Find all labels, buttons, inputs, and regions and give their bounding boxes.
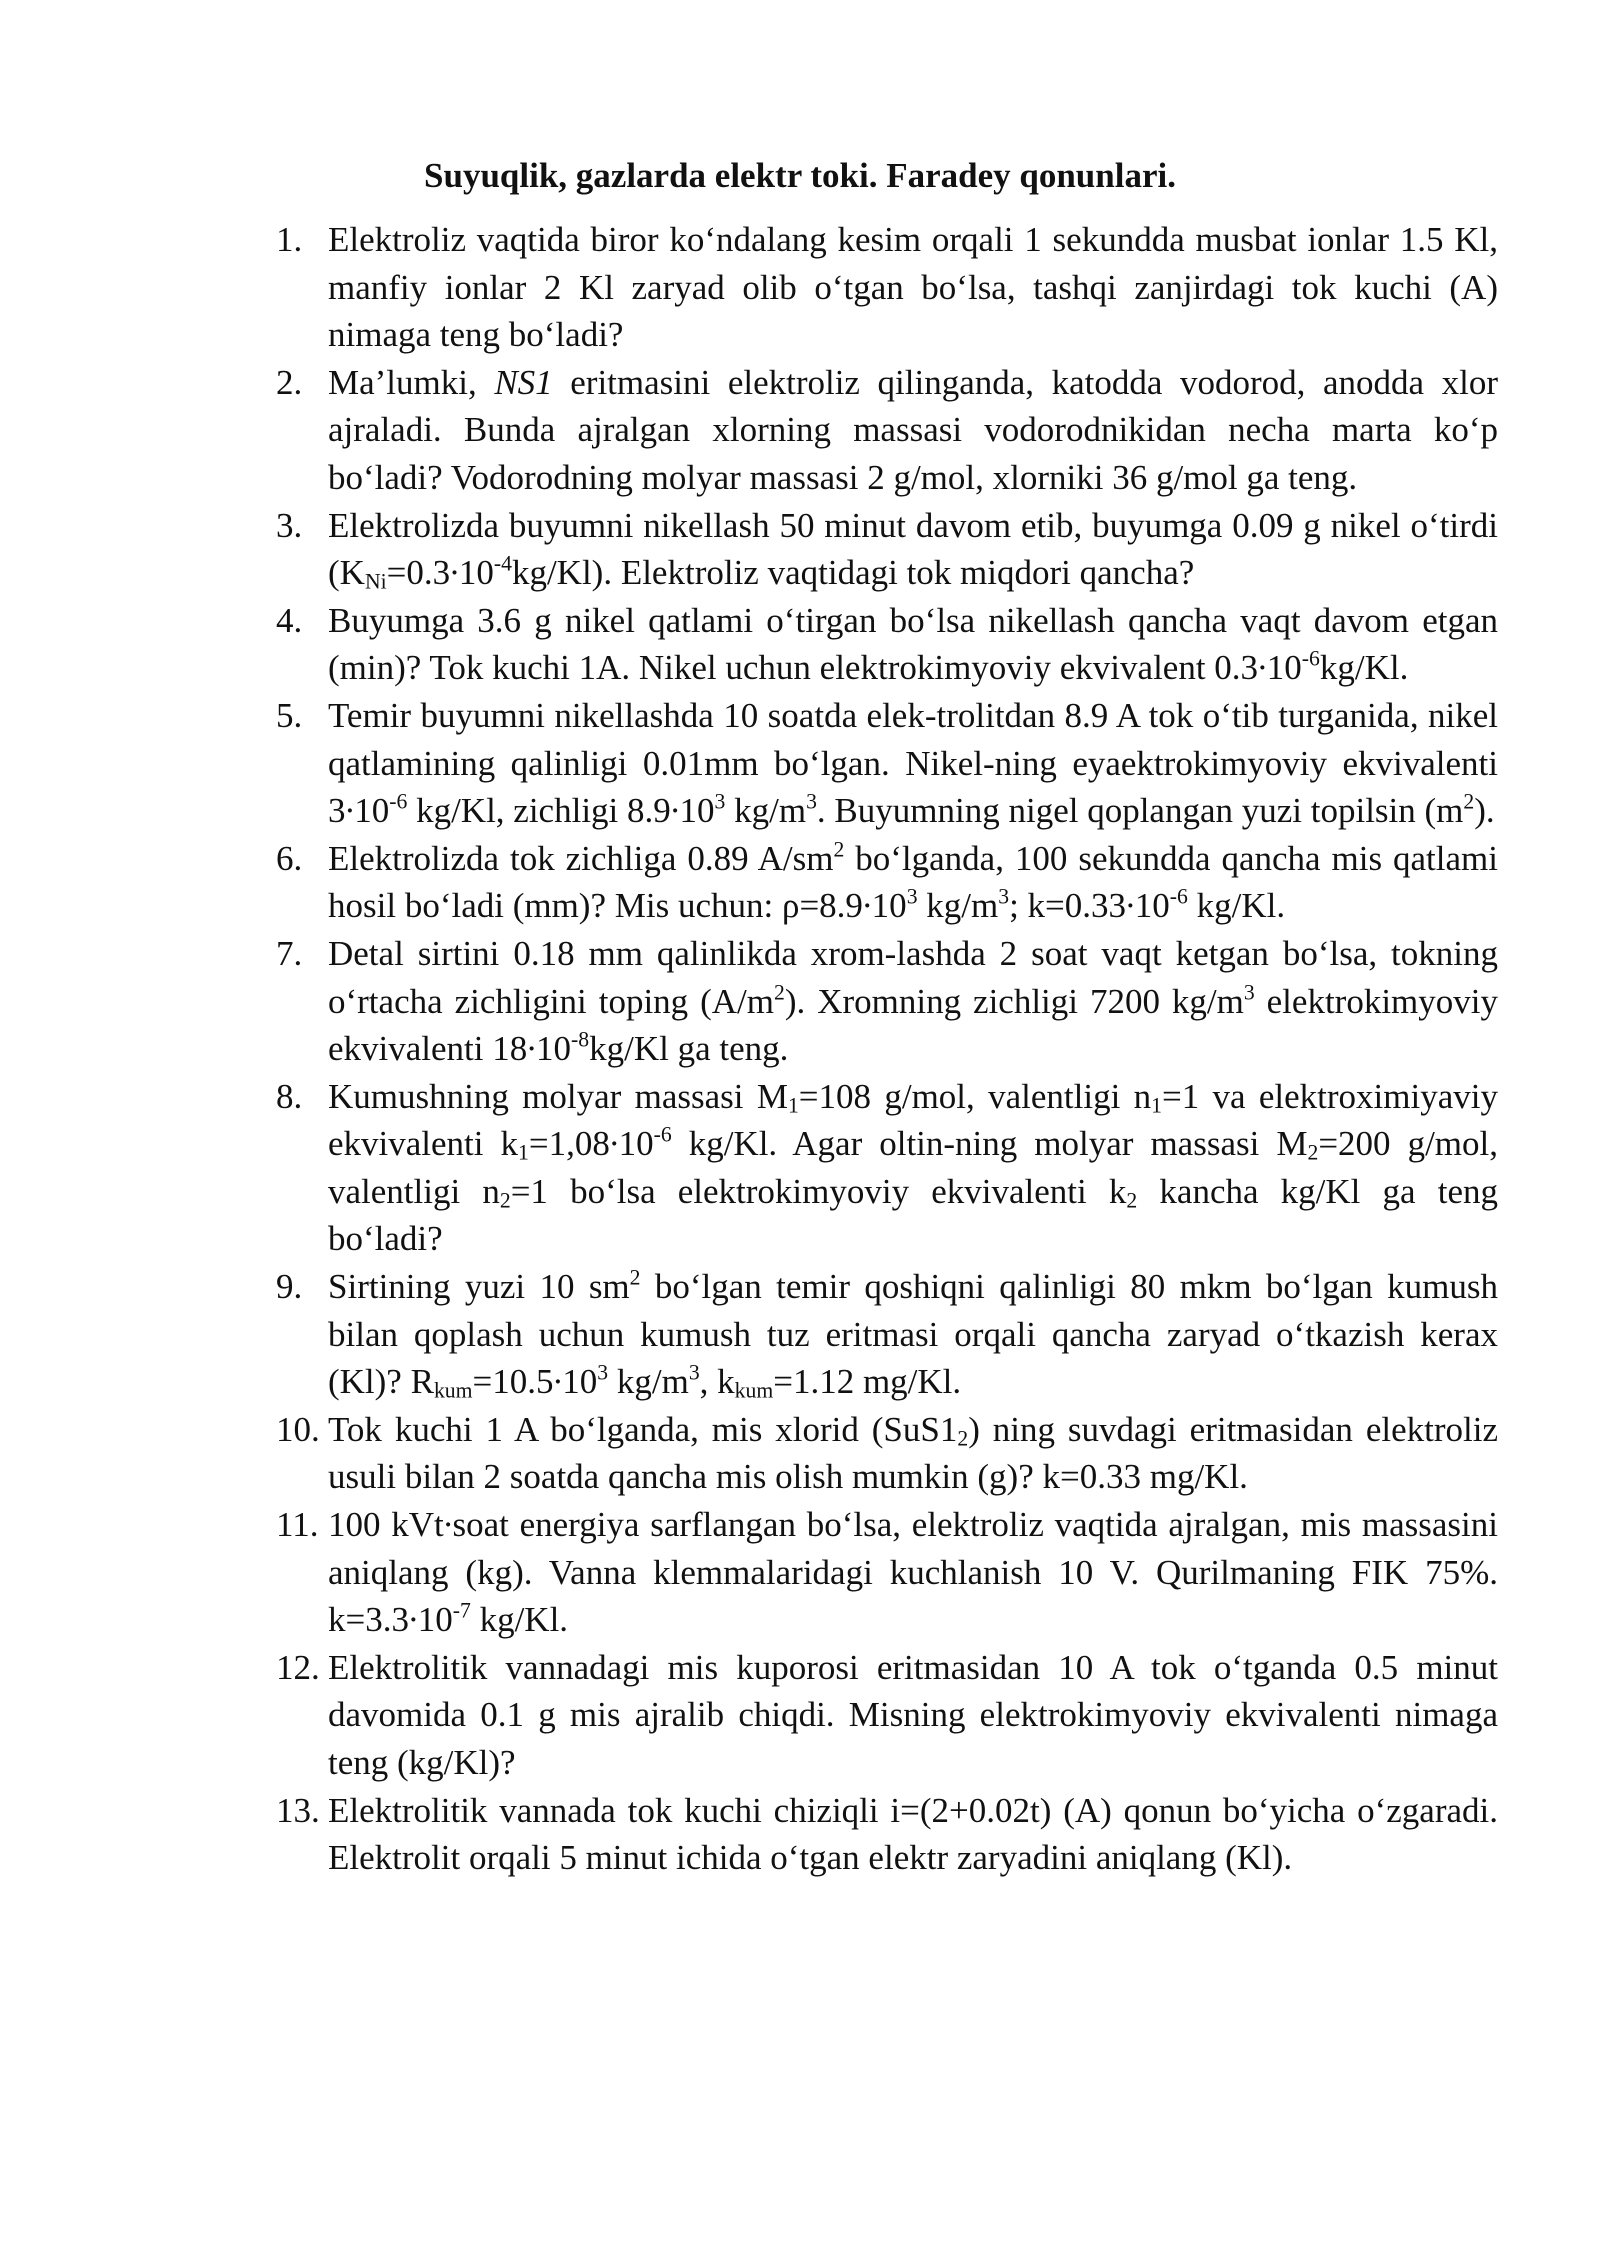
- problem-text: =108 g/mol, valentligi n: [798, 1076, 1152, 1116]
- problem-text: 100 kVt∙soat energiya sarflangan bo‘lsa, elektroliz vaqtida ajralgan, mis massasini aniqlang (kg). Vanna klemmalaridagi kuchlanish 10 V. Qurilmaning FIK 75%. k=3.3∙10: [328, 1505, 1498, 1640]
- problem-text: kancha kg/Kl ga teng bo‘ladi?: [328, 1171, 1498, 1259]
- superscript: 2: [833, 837, 845, 862]
- problem-text: =0.3∙10: [386, 553, 494, 593]
- problem-text: ) ning suvdagi eritmasidan elektroliz usuli bilan 2 soatda qancha mis olish mumkin (g)? k=0.33 mg/Kl.: [328, 1409, 1498, 1497]
- problem-text: Buyumga 3.6 g nikel qatlami o‘tirgan bo‘lsa nikellash qancha vaqt davom etgan (min)? Tok kuchi 1A. Nikel uchun elektrokimyoviy ekvivalent 0.3∙10: [328, 600, 1498, 688]
- problem-text: bo‘lgan temir qoshiqni qalinligi 80 mkm bo‘lgan kumush bilan qoplash uchun kumush tuz eritmasi orqali qancha zaryad o‘tkazish kerax (Kl)? R: [328, 1267, 1498, 1402]
- subscript: Ni: [364, 569, 387, 594]
- problem-text: ).: [1474, 791, 1495, 831]
- subscript: 1: [518, 1140, 529, 1165]
- problem-text: Sirtining yuzi 10 sm: [328, 1267, 630, 1307]
- problem-text: kg/Kl.: [470, 1600, 569, 1640]
- problem-number: 13.: [276, 1790, 320, 1830]
- subscript: kum: [734, 1378, 774, 1403]
- problem-text: =1 bo‘lsa elektrokimyoviy ekvivalenti k: [510, 1171, 1127, 1211]
- problem-9: [276, 1263, 1498, 1406]
- problem-text: kg/Kl.: [1187, 886, 1286, 926]
- problem-text: kg/m: [917, 886, 999, 926]
- problem-number: 8.: [276, 1076, 303, 1116]
- problem-text: =200 g/mol, valentligi n: [328, 1124, 1498, 1211]
- subscript: 2: [1307, 1140, 1319, 1165]
- problem-number: 3.: [276, 505, 303, 545]
- problem-text: =10.5∙10: [472, 1362, 598, 1402]
- superscript: 2: [1463, 789, 1475, 814]
- subscript: 1: [787, 1093, 799, 1118]
- problem-text: Elektrolizda tok zichliga 0.89 A/sm: [328, 838, 834, 878]
- problem-5: [276, 692, 1498, 835]
- problem-3: [276, 502, 1498, 597]
- problem-text: kg/m: [725, 791, 807, 831]
- problem-6: [276, 835, 1498, 930]
- problem-list: [276, 216, 1498, 1882]
- problem-number: 1.: [276, 220, 303, 259]
- problem-text: , k: [699, 1362, 735, 1402]
- superscript: 3: [806, 789, 817, 814]
- formula-italic: NS1: [494, 362, 553, 402]
- problem-text: . Buyumning nigel qoplangan yuzi topilsin (m: [816, 791, 1464, 831]
- superscript: 3: [1243, 980, 1255, 1005]
- problem-text: kg/Kl, zichligi 8.9∙10: [407, 791, 715, 831]
- subscript: 2: [1126, 1188, 1138, 1213]
- problem-text: =1,08∙10: [528, 1124, 654, 1164]
- problem-text: kg/Kl.: [1319, 648, 1409, 688]
- problem-text: Elektrolitik vannadagi mis kuporosi eritmasidan 10 A tok o‘tganda 0.5 minut davomida 0.1 g mis ajralib chiqdi. Misning elektrokimyoviy ekvivalenti nimaga teng (kg/Kl)?: [328, 1647, 1498, 1782]
- problem-number: 6.: [276, 838, 303, 878]
- problem-2: [276, 359, 1498, 502]
- subscript: 2: [499, 1188, 511, 1213]
- problem-text: Ma’lumki,: [328, 362, 495, 402]
- problem-text: Kumushning molyar massasi M: [328, 1076, 788, 1116]
- subscript: kum: [433, 1378, 473, 1403]
- problem-12: [276, 1644, 1498, 1787]
- subscript: 1: [1151, 1093, 1162, 1118]
- problem-text: Tok kuchi 1 A bo‘lganda, mis xlorid (SuS1: [328, 1409, 958, 1449]
- problem-text: kg/Kl. Agar oltin-ning molyar massasi M: [671, 1124, 1308, 1164]
- page-title: Suyuqlik, gazlarda elektr toki. Faradey qonunlari.: [424, 156, 1176, 195]
- problem-1: [276, 216, 1498, 359]
- superscript: -6: [389, 789, 408, 814]
- problem-text: ). Xromning zichligi 7200 kg/m: [784, 981, 1244, 1021]
- problem-number: 10.: [276, 1409, 320, 1449]
- problem-number: 9.: [276, 1267, 303, 1307]
- problem-number: 4.: [276, 600, 303, 640]
- problem-text: Elektroliz vaqtida biror ko‘ndalang kesim orqali 1 sekundda musbat ionlar 1.5 Kl, manfiy ionlar 2 Kl zaryad olib o‘tgan bo‘lsa, tashqi zanjirdagi tok kuchi (A) nimaga teng bo‘ladi?: [328, 220, 1498, 355]
- problem-text: ; k=0.33∙10: [1009, 886, 1170, 926]
- problem-13: [276, 1787, 1498, 1882]
- problem-text: kg/Kl). Elektroliz vaqtidagi tok miqdori qancha?: [511, 553, 1195, 593]
- superscript: 2: [629, 1265, 641, 1290]
- problem-4: [276, 597, 1498, 692]
- problem-text: =1.12 mg/Kl.: [773, 1362, 962, 1402]
- problem-text: eritmasini elektroliz qilinganda, katodda vodorod, anodda xlor ajraladi. Bunda ajralgan xlorning massasi vodorodnikidan necha marta ko‘p bo‘ladi? Vodorodning molyar massasi 2 g/mol, xlorniki 36 g/mol ga teng.: [328, 362, 1499, 497]
- problem-text: Detal sirtini 0.18 mm qalinlikda xrom-lashda 2 soat vaqt ketgan bo‘lsa, tokning o‘rtacha zichligini toping (A/m: [328, 933, 1498, 1021]
- problem-number: 5.: [276, 695, 303, 735]
- problem-number: 2.: [276, 362, 303, 402]
- superscript: 2: [774, 980, 785, 1005]
- superscript: 3: [597, 1360, 609, 1385]
- subscript: 2: [957, 1426, 969, 1451]
- problem-7: [276, 930, 1498, 1073]
- superscript: -8: [571, 1027, 590, 1052]
- superscript: 3: [906, 884, 918, 909]
- problem-text: =1 va elektroximiyaviy ekvivalenti k: [328, 1076, 1498, 1164]
- problem-number: 11.: [276, 1505, 319, 1545]
- problem-number: 12.: [276, 1647, 320, 1687]
- problem-text: Elektrolizda buyumni nikellash 50 minut davom etib, buyumga 0.09 g nikel o‘tirdi (K: [328, 505, 1498, 593]
- superscript: -6: [1169, 884, 1188, 909]
- superscript: -7: [452, 1598, 471, 1623]
- superscript: 3: [688, 1360, 700, 1385]
- problem-text: elektrokimyoviy ekvivalenti 18∙10: [328, 981, 1498, 1069]
- problem-text: kg/Kl ga teng.: [589, 1029, 789, 1069]
- problem-text: Elektrolitik vannada tok kuchi chiziqli i=(2+0.02t) (A) qonun bo‘yicha o‘zgaradi. Elektrolit orqali 5 minut ichida o‘tgan elektr zaryadini aniqlang (Kl).: [328, 1790, 1498, 1878]
- problem-text: bo‘lganda, 100 sekundda qancha mis qatlami hosil bo‘ladi (mm)? Mis uchun: ρ=8.9∙10: [328, 838, 1498, 926]
- problem-text: Temir buyumni nikellashda 10 soatda elek-trolitdan 8.9 A tok o‘tib turganida, nikel qatlamining qalinligi 0.01mm bo‘lgan. Nikel-ning eyaektrokimyoviy ekvivalenti 3∙10: [328, 695, 1498, 831]
- problem-8: [276, 1073, 1498, 1263]
- problem-text: kg/m: [608, 1362, 689, 1402]
- problem-11: [276, 1501, 1498, 1644]
- superscript: -6: [1301, 646, 1320, 671]
- problem-number: 7.: [276, 933, 303, 973]
- problem-10: [276, 1406, 1498, 1501]
- superscript: 3: [714, 789, 726, 814]
- superscript: -6: [653, 1122, 672, 1147]
- superscript: 3: [998, 884, 1010, 909]
- superscript: -4: [493, 551, 512, 576]
